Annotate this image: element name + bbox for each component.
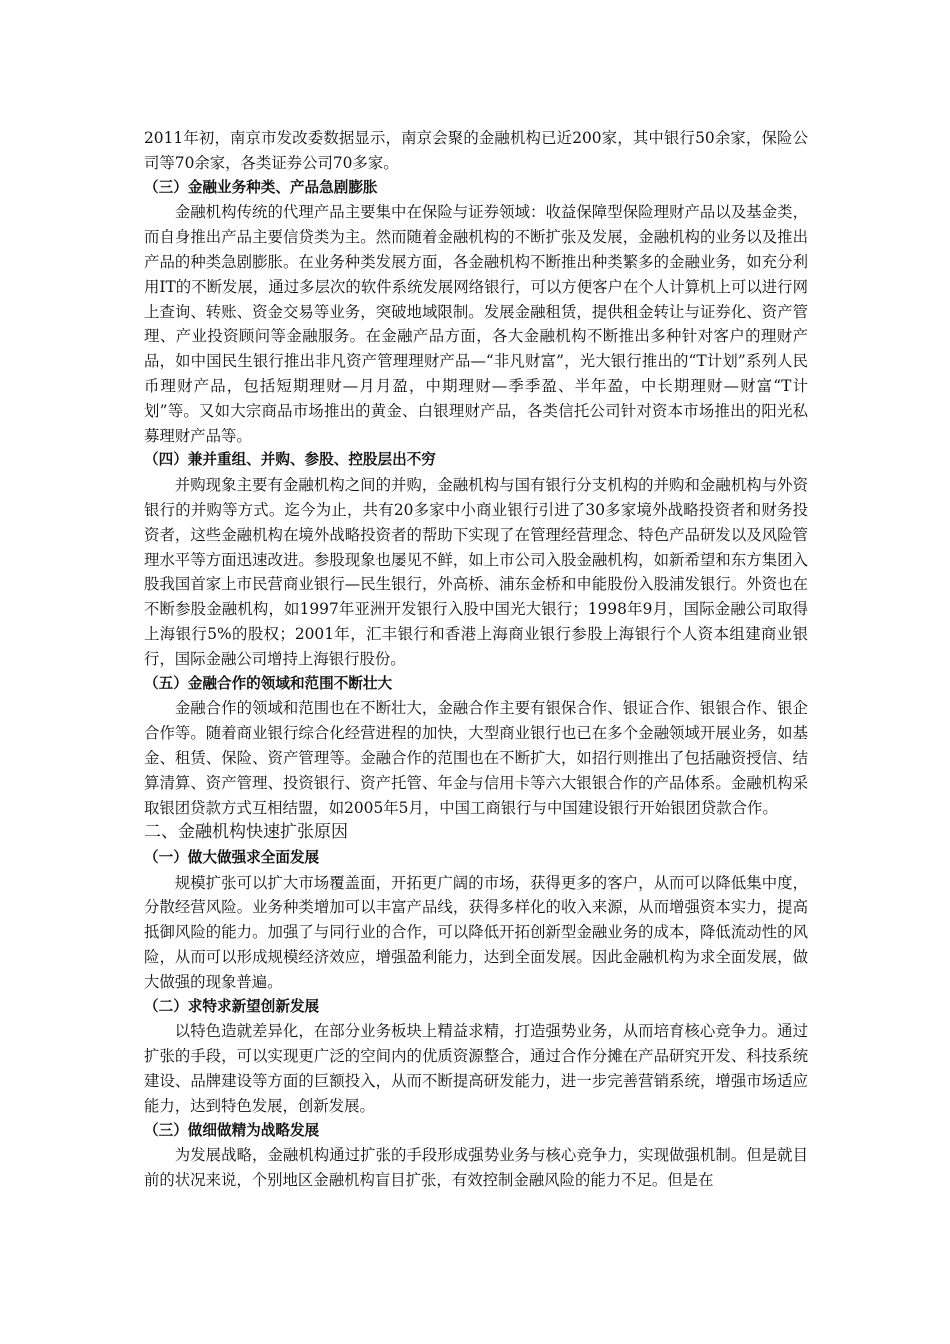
- paragraph-mergers: 并购现象主要有金融机构之间的并购，金融机构与国有银行分支机构的并购和金融机构与外资银行的并购等方式。迄今为止，共有20多家中小商业银行引进了30多家境外战略投资者和财务投资者，这些金融机构在境外战略投资者的帮助下实现了在管理经营理念、特色产品研发以及风险管理水平等方面迅速改进。参股现象也屡见不鲜，如上市公司入股金融机构，如新希望和东方集团入股我国首家上市民营商业银行—民生银行，外高桥、浦东金桥和申能股份入股浦发银行。外资也在不断参股金融机构，如1997年亚洲开发银行入股中国光大银行；1998年9月，国际金融公司取得上海银行5%的股权；2001年，汇丰银行和香港上海商业银行参股上海银行个人资本组建商业银行，国际金融公司增持上海银行股份。: [144, 476, 808, 668]
- paragraph-nanjing-stats: 2011年初，南京市发改委数据显示，南京会聚的金融机构已近200家，其中银行50余家，保险公司等70余家，各类证券公司70多家。: [144, 129, 808, 172]
- paragraph-scale: 规模扩张可以扩大市场覆盖面，开拓更广阔的市场，获得更多的客户，从而可以降低集中度，分散经营风险。业务种类增加可以丰富产品线，获得多样化的收入来源，从而增强资本实力，提高抵御风险的能力。加强了与同行业的合作，可以降低开拓创新型金融业务的成本，降低流动性的风险，从而可以形成规模经济效应，增强盈利能力，达到全面发展。因此金融机构为求全面发展，做大做强的现象普遍。: [144, 873, 808, 991]
- section-heading-3-5: （五）金融合作的领域和范围不断壮大: [144, 674, 393, 692]
- paragraph-innovation: 以特色造就差异化，在部分业务板块上精益求精，打造强势业务，从而培育核心竞争力。通过扩张的手段，可以实现更广泛的空间内的优质资源整合，通过合作分摊在产品研究开发、科技系统建设、品牌建设等方面的巨额投入，从而不断提高研发能力，进一步完善营销系统，增强市场适应能力，达到特色发展，创新发展。: [144, 1022, 808, 1115]
- document-page: [144, 126, 808, 1193]
- paragraph-products: 金融机构传统的代理产品主要集中在保险与证券领域：收益保障型保险理财产品以及基金类，而自身推出产品主要信贷类为主。然而随着金融机构的不断扩张及发展，金融机构的业务以及推出产品的种类急剧膨胀。在业务种类发展方面，各金融机构不断推出种类繁多的金融业务，如充分利用IT的不断发展，通过多层次的软件系统发展网络银行，可以方便客户在个人计算机上可以进行网上查询、转账、资金交易等业务，突破地域限制。发展金融租赁，提供租金转让与证券化、资产管理、产业投资顾问等金融服务。在金融产品方面，各大金融机构不断推出多种针对客户的理财产品，如中国民生银行推出非凡资产管理理财产品—“非凡财富”，光大银行推出的“T计划”系列人民币理财产品，包括短期理财—月月盈，中期理财—季季盈、半年盈，中长期理财—财富“T计划”等。又如大宗商品市场推出的黄金、白银理财产品，各类信托公司针对资本市场推出的阳光私募理财产品等。: [144, 203, 808, 445]
- paragraph-cooperation: 金融合作的领域和范围也在不断壮大，金融合作主要有银保合作、银证合作、银银合作、银企合作等。随着商业银行综合化经营进程的加快，大型商业银行也已在多个金融领域开展业务，如基金、租赁、保险、资产管理等。金融合作的范围也在不断扩大，如招行则推出了包括融资授信、结算清算、资产管理、投资银行、资产托管、年金与信用卡等六大银银合作的产品体系。金融机构采取银团贷款方式互相结盟，如2005年5月，中国工商银行与中国建设银行开始银团贷款合作。: [144, 699, 808, 817]
- section-heading-2-2: （二）求特求新望创新发展: [144, 997, 320, 1015]
- section-heading-3-4: （四）兼并重组、并购、参股、控股层出不穷: [144, 451, 436, 469]
- section-heading-2-1: （一）做大做强求全面发展: [144, 848, 320, 866]
- section-heading-3-3: （三）金融业务种类、产品急剧膨胀: [144, 178, 378, 196]
- paragraph-strategy: 为发展战略，金融机构通过扩张的手段形成强势业务与核心竞争力，实现做强机制。但是就目前的状况来说，个别地区金融机构盲目扩张，有效控制金融风险的能力不足。但是在: [144, 1146, 808, 1190]
- section-heading-2-3: （三）做细做精为战略发展: [144, 1121, 320, 1139]
- chapter-heading-2: 二、金融机构快速扩张原因: [144, 822, 348, 843]
